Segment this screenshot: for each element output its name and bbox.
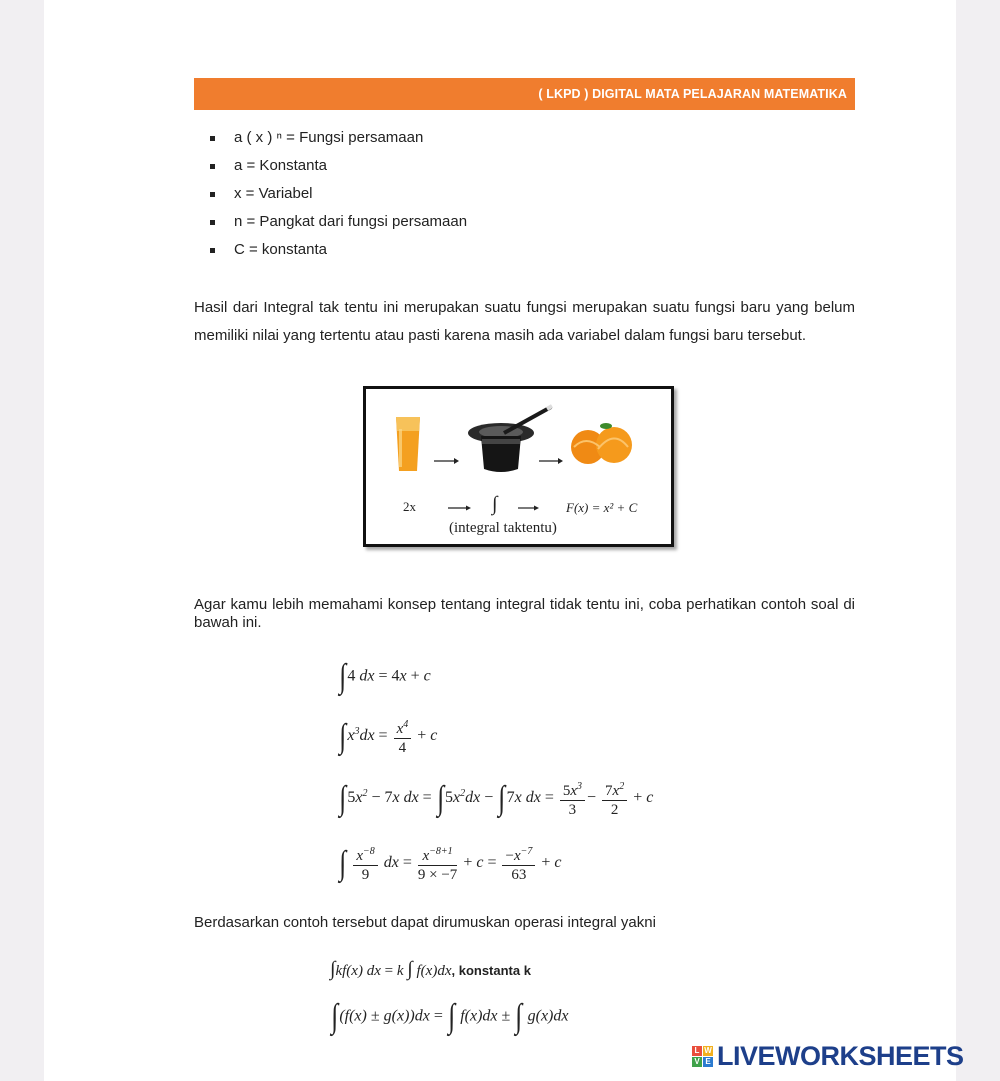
figure-output: F(x) = x² + C bbox=[566, 500, 638, 515]
arrow-icon bbox=[518, 506, 539, 511]
paragraph-integral-result: Hasil dari Integral tak tentu ini merupakan suatu fungsi merupakan suatu fungsi baru yang belum memiliki nilai yang tertentu atau pasti karena masih ada variabel dalam fungsi baru tersebut. bbox=[194, 299, 855, 344]
arrow-icon bbox=[539, 458, 563, 464]
liveworksheets-logo-icon: L W V E bbox=[692, 1046, 713, 1067]
header-bar bbox=[194, 78, 855, 110]
list-item: x = Variabel bbox=[206, 182, 467, 210]
juice-glass-icon bbox=[396, 417, 420, 471]
figure-input: 2x bbox=[403, 499, 416, 514]
equation-1: ∫4 dx = 4x + c bbox=[339, 658, 431, 695]
bullet-icon bbox=[210, 136, 215, 141]
bullet-icon bbox=[210, 248, 215, 253]
rule-sum-difference: ∫(f(x) ± g(x))dx = ∫ f(x)dx ± ∫ g(x)dx bbox=[331, 998, 569, 1035]
arrow-icon bbox=[434, 458, 459, 464]
list-item: n = Pangkat dari fungsi persamaan bbox=[206, 210, 467, 238]
liveworksheets-watermark bbox=[692, 1038, 964, 1074]
list-item: a ( x ) ⁿ = Fungsi persamaan bbox=[206, 126, 467, 154]
list-item: C = konstanta bbox=[206, 238, 467, 266]
variable-list bbox=[206, 126, 467, 266]
list-item: a = Konstanta bbox=[206, 154, 467, 182]
integral-illustration bbox=[363, 386, 674, 547]
header-title: ( LKPD ) DIGITAL MATA PELAJARAN MATEMATIKA bbox=[538, 87, 847, 101]
bullet-icon bbox=[210, 192, 215, 197]
arrow-icon bbox=[448, 506, 471, 511]
equation-4: ∫ $\frac{x^{-8}}{9}$ dx = $\frac{x^{-8+1}}{9 \times -7}$ + c = $\frac{-x^{-7}}{63}$ + c bbox=[339, 844, 562, 883]
bullet-icon bbox=[210, 164, 215, 169]
paragraph-formulation: Berdasarkan contoh tersebut dapat dirumuskan operasi integral yakni bbox=[194, 914, 656, 931]
orange-icon bbox=[571, 423, 632, 464]
figure-integral-symbol: ∫ bbox=[492, 493, 498, 515]
magic-hat-icon bbox=[468, 406, 552, 472]
rule-suffix: , konstanta k bbox=[451, 963, 531, 978]
watermark-text: LIVEWORKSHEETS bbox=[717, 1040, 964, 1071]
paragraph-example-intro: Agar kamu lebih memahami konsep tentang integral tidak tentu ini, coba perhatikan contoh soal di bawah ini. bbox=[194, 596, 855, 631]
rule-constant-multiple: ∫kf(x) dx = k ∫ f(x)dx, konstanta k bbox=[330, 958, 531, 980]
equation-3: $\int 5x^2 - 7x$ dx = $\int 5x^2dx - \int 7x$ dx = $\frac{5x^3}{3}$ − $\frac{7x^2}{2}$ + c bbox=[339, 779, 654, 818]
bullet-icon bbox=[210, 220, 215, 225]
figure-caption: (integral taktentu) bbox=[449, 520, 557, 536]
equation-2: $\int x^3dx$ = $\frac{x^4}{4}$ + c bbox=[339, 717, 438, 756]
